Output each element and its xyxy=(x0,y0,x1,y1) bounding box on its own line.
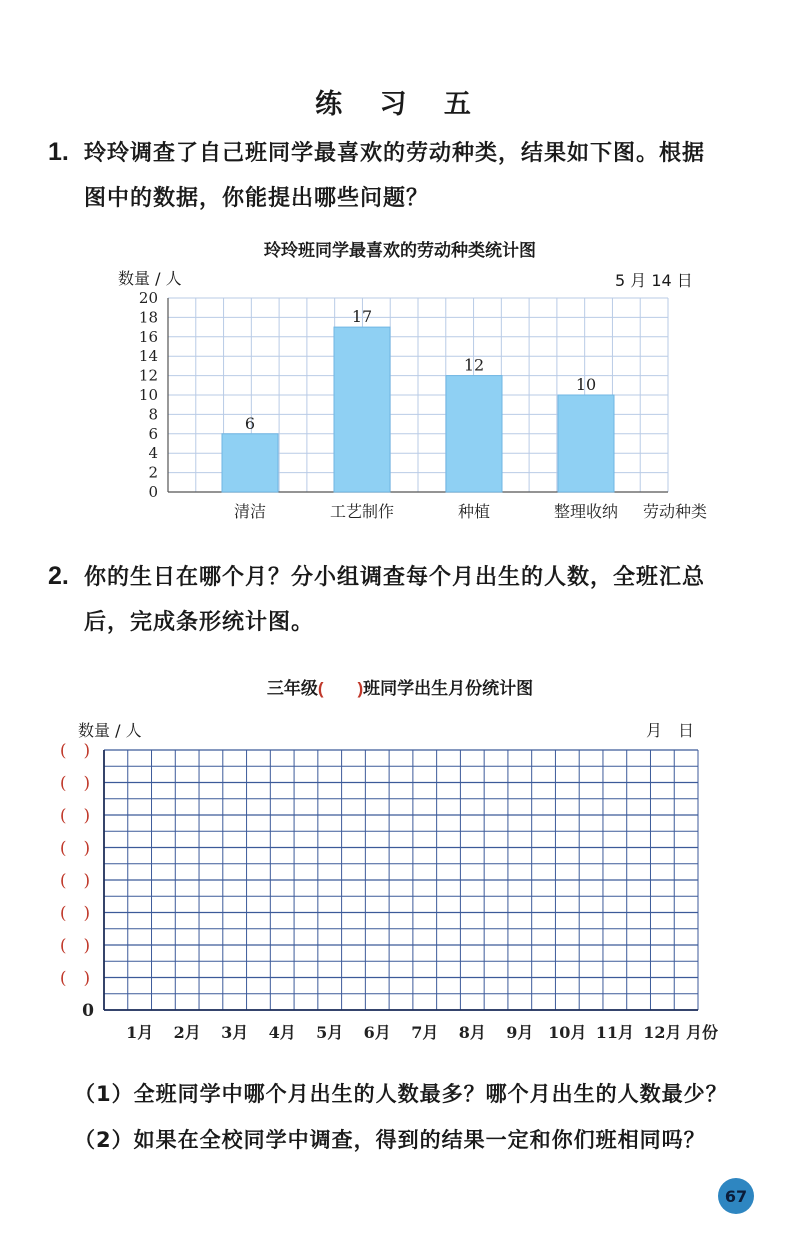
question-2-line-1: 你的生日在哪个月？分小组调查每个月出生的人数，全班汇总 xyxy=(84,565,706,590)
chart-1-bar xyxy=(334,327,390,492)
chart-1-y-tick-label: 6 xyxy=(148,424,158,443)
sub-question-1: （1）全班同学中哪个月出生的人数最多？哪个月出生的人数最少？ xyxy=(74,1082,728,1106)
chart-2-month-label: 9月 xyxy=(506,1023,534,1042)
chart-2-y-tick-blank: ( ) xyxy=(59,936,91,956)
question-2-number: 2. xyxy=(48,562,69,590)
chart-2-title-suffix: 班同学出生月份统计图 xyxy=(363,679,534,698)
page-number-badge: 67 xyxy=(718,1178,754,1214)
chart-2-month-label: 1月 xyxy=(126,1023,154,1042)
chart-2-title-prefix: 三年级 xyxy=(266,679,318,698)
chart-2-date: 月 日 xyxy=(646,721,695,740)
chart-2-y-tick-blank: ( ) xyxy=(59,968,91,989)
chart-1-y-tick-label: 0 xyxy=(148,483,158,501)
chart-2-class-blank[interactable]: ( ) xyxy=(317,679,364,698)
chart-2-y-tick-blank: ( ) xyxy=(59,838,91,859)
question-1-line-1: 玲玲调查了自己班同学最喜欢的劳动种类，结果如下图。根据 xyxy=(84,141,706,166)
chart-1-bar-value-label: 10 xyxy=(575,375,597,394)
chart-2-y-label: 数量 / 人 xyxy=(78,721,142,740)
chart-1-bar-value-label: 12 xyxy=(463,355,485,375)
chart-1-y-tick-label: 8 xyxy=(148,405,158,424)
chart-1-y-tick-label: 18 xyxy=(138,308,158,327)
chart-2-y-tick-blank: ( ) xyxy=(59,773,91,794)
question-1-line-2: 图中的数据，你能提出哪些问题？ xyxy=(84,186,430,211)
chart-2-month-label: 8月 xyxy=(458,1023,486,1042)
chart-1-category-label: 种植 xyxy=(457,502,491,521)
chart-2-y-tick-blank: ( ) xyxy=(59,871,91,891)
chart-2-y-tick-blank: ( ) xyxy=(59,741,91,761)
sub-question-2: （2）如果在全校同学中调查，得到的结果一定和你们班相同吗？ xyxy=(74,1128,706,1152)
chart-1-y-tick-label: 4 xyxy=(148,444,158,463)
chart-1-y-tick-label: 20 xyxy=(138,289,158,307)
chart-2-y-tick-blank: ( ) xyxy=(59,806,91,826)
chart-1-category-label: 工艺制作 xyxy=(329,502,395,521)
chart-2-zero-label: 0 xyxy=(82,1001,94,1021)
chart-1-category-label: 清洁 xyxy=(233,502,267,521)
question-1-number: 1. xyxy=(48,138,69,166)
chart-2-title xyxy=(0,674,800,699)
chart-1-y-tick-label: 10 xyxy=(138,386,158,404)
chart-2-month-label: 10月 xyxy=(548,1023,587,1042)
chart-1-y-tick-label: 16 xyxy=(138,327,158,346)
chart-1-bar xyxy=(222,434,278,492)
chart-2-month-label: 4月 xyxy=(268,1023,296,1042)
chart-2-month-label: 5月 xyxy=(316,1023,344,1042)
chart-1-title: 玲玲班同学最喜欢的劳动种类统计图 xyxy=(264,241,536,260)
chart-2-month-label: 7月 xyxy=(411,1023,439,1042)
chart-1-y-tick-label: 12 xyxy=(138,366,158,385)
chart-2-month-label: 3月 xyxy=(221,1023,249,1042)
chart-1-y-label: 数量 / 人 xyxy=(118,269,182,288)
chart-2-month-label: 12月 xyxy=(643,1023,682,1042)
page-title: 练 习 五 xyxy=(315,89,485,120)
chart-2-y-tick-blank: ( ) xyxy=(59,903,91,924)
chart-2 xyxy=(0,740,800,1045)
chart-2-month-label: 11月 xyxy=(595,1023,634,1042)
chart-2-month-label: 2月 xyxy=(173,1023,201,1042)
chart-1-bar-value-label: 6 xyxy=(244,413,256,433)
chart-1-date: 5 月 14 日 xyxy=(615,271,693,290)
question-2-line-2: 后，完成条形统计图。 xyxy=(84,610,315,635)
chart-1 xyxy=(0,280,800,530)
chart-1-bar xyxy=(446,376,502,492)
chart-1-x-label: 劳动种类 xyxy=(642,502,708,521)
chart-2-month-label: 6月 xyxy=(363,1023,391,1042)
chart-2-x-label: 月份 xyxy=(685,1023,719,1042)
chart-1-bar xyxy=(558,395,614,492)
chart-1-bar-value-label: 17 xyxy=(351,307,373,327)
chart-1-y-tick-label: 14 xyxy=(138,347,158,366)
chart-1-y-tick-label: 2 xyxy=(148,463,158,482)
chart-1-category-label: 整理收纳 xyxy=(553,502,619,521)
